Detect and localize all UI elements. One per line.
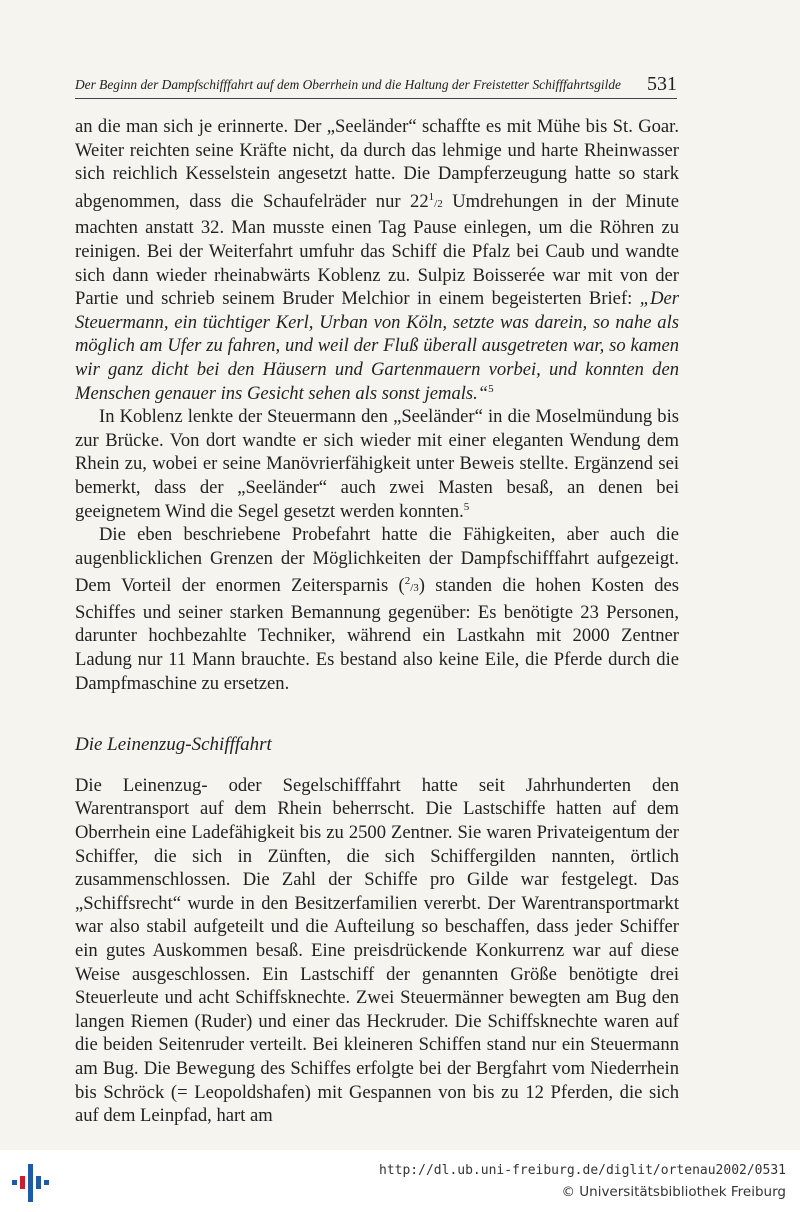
body-text — [75, 115, 679, 1128]
footnote-ref: 5 — [488, 382, 494, 395]
section-heading: Die Leinenzug-Schifffahrt — [75, 734, 272, 756]
page-header — [75, 70, 677, 99]
fraction-denominator: /3 — [410, 582, 419, 595]
paragraph-3-text-a: Die eben beschriebene Probefahrt hatte die Fähigkeiten, aber auch die augenblicklichen Grenzen der Möglichkeiten der Dampfschifffahrt aufgezeigt. Dem Vorteil der enormen Zeitersparnis ( — [75, 524, 679, 597]
paragraph-1-text-b: Umdrehungen in der Minute machten anstatt 32. Man musste einen Tag Pause einlegen, um die Röhren zu reinigen. Bei der Weiterfahrt umfuhr das Schiff die Pfalz bei Caub und wandte sich dann wieder rheinabwärts Koblenz zu. Sulpiz Boisserée war mit von der Partie und schrieb seinem Bruder Melchior in einem begeisterten Brief: — [75, 190, 679, 310]
paragraph-2-text: In Koblenz lenkte der Steuermann den „Seeländer“ in die Moselmündung bis zur Brücke. Von dort wandte er sich wieder mit einer eleganten Wendung dem Rhein zu, wobei er seine Manövrierfähigkeit unter Beweis stellte. Ergänzend sei bemerkt, dass der „Seeländer“ auch zwei Masten besaß, an denen bei geeignetem Wind die Segel gesetzt werden konnten. — [75, 406, 679, 522]
paragraph-3 — [75, 523, 679, 695]
footnote-ref: 5 — [463, 500, 470, 513]
page-number: 531 — [647, 73, 677, 95]
viewer-footer — [0, 1150, 800, 1212]
paragraph-1 — [75, 115, 679, 405]
fraction — [404, 575, 419, 595]
paragraph-2 — [75, 405, 679, 523]
fraction-numerator: 2 — [404, 575, 411, 588]
copyright-notice: © Universitätsbibliothek Freiburg — [561, 1184, 786, 1200]
fraction-numerator: 1 — [428, 190, 435, 203]
ub-freiburg-logo — [12, 1164, 50, 1202]
fraction-denominator: /2 — [434, 197, 443, 210]
permalink-url[interactable]: http://dl.ub.uni-freiburg.de/diglit/ortenau2002/0531 — [379, 1163, 786, 1178]
paragraph-3-text-b: ) standen die hohen Kosten des Schiffes und seiner starken Bemannung gegenüber: Es benötigte 23 Personen, darunter hochbezahlte Techniker, während ein Lastkahn mit 2000 Zentner Ladung nur 11 Mann brauchte. Es bestand also keine Eile, die Pferde durch die Dampfmaschine zu ersetzen. — [75, 575, 679, 694]
fraction — [428, 190, 443, 210]
paragraph-4: Die Leinenzug- oder Segelschifffahrt hatte seit Jahrhunderten den Warentransport auf dem Rhein beherrscht. Die Lastschiffe hatten auf dem Oberrhein eine Ladefähigkeit bis zu 2500 Zentner. Sie waren Privateigentum der Schiffer, die sich in Zünften, die sich Schiffergilden nannten, örtlich zusammenschlossen. Die Zahl der Schiffe pro Gilde war festgelegt. Das „Schiffsrecht“ wurde in den Besitzerfamilien vererbt. Der Warentransportmarkt war also stabil aufgeteilt und die Aufteilung so beschaffen, dass jeder Schiffer ein gutes Auskommen besaß. Eine preisdrückende Konkurrenz war auf diese Weise ausgeschlossen. Ein Lastschiff der genannten Größe benötigte drei Steuerleute und acht Schiffsknechte. Zwei Steuermänner bewegten am Bug den langen Riemen (Ruder) und einer das Heckruder. Die Schiffsknechte waren auf die beiden Seitenruder verteilt. Bei kleineren Schiffen stand nur ein Steuermann am Bug. Die Bewegung des Schiffes erfolgte bei der Bergfahrt vom Niederrhein bis Schröck (= Leopoldshafen) mit Gespannen von bis zu 12 Pferden, die sich auf dem Leinpfad, hart am — [75, 774, 679, 1127]
quote: „Der Steuermann, ein tüchtiger Kerl, Urban von Köln, setzte was darein, so nahe als möglich am Ufer zu fahren, und weil der Fluß überall ausgetreten war, so kamen wir ganz dicht bei den Häusern und Gartenmauern vorbei, und konnten den Menschen genauer ins Gesicht sehen als sonst jemals.“ — [75, 288, 679, 404]
running-head: Der Beginn der Dampfschifffahrt auf dem Oberrhein und die Haltung der Freistetter Schifffahrtsgilde — [75, 77, 621, 92]
paragraph-1-text-a: an die man sich je erinnerte. Der „Seeländer“ schaffte es mit Mühe bis St. Goar. Weiter reichten seine Kräfte nicht, da durch das lehmige und harte Rheinwasser sich reichlich Kesselstein angesetzt hatte. Die Dampferzeugung hatte so stark abgenommen, dass die Schaufelräder nur 22 — [75, 116, 679, 212]
